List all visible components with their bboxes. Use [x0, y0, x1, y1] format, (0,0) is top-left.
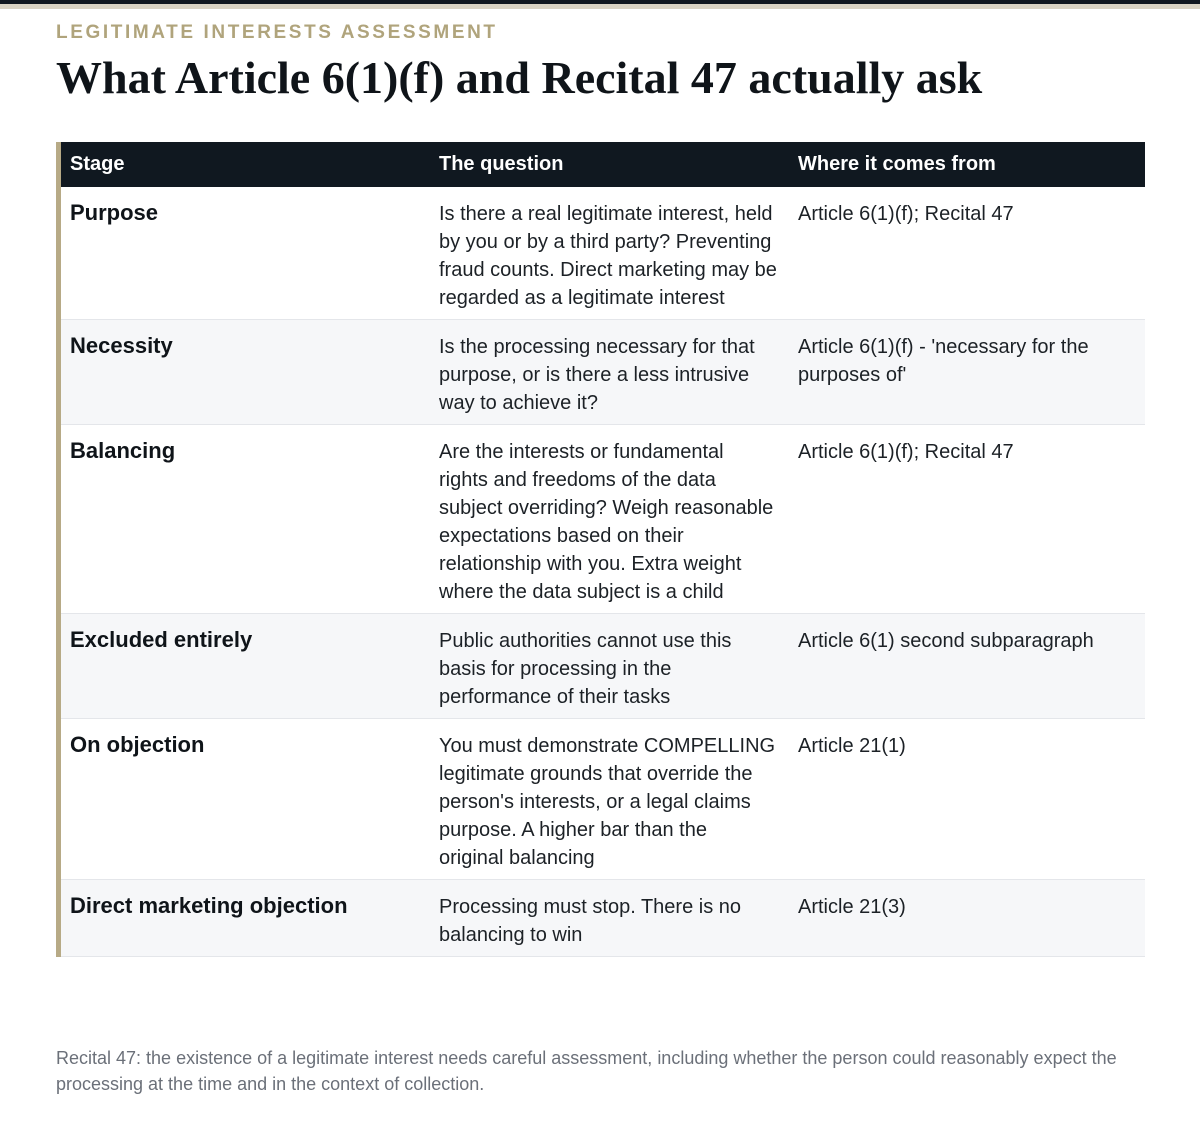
table-row — [61, 614, 1145, 719]
source-cell: Article 6(1)(f); Recital 47 — [789, 425, 1145, 614]
stage-cell: On objection — [61, 719, 430, 880]
source-cell: Article 21(3) — [789, 880, 1145, 957]
stage-cell: Excluded entirely — [61, 614, 430, 719]
table-row — [61, 187, 1145, 320]
top-rule-accent — [0, 4, 1200, 9]
question-cell: Public authorities cannot use this basis for processing in the performance of their tasks — [430, 614, 789, 719]
source-cell: Article 6(1)(f); Recital 47 — [789, 187, 1145, 320]
table-body — [61, 187, 1145, 957]
source-cell: Article 21(1) — [789, 719, 1145, 880]
column-header-stage: Stage — [61, 142, 430, 187]
table-row — [61, 719, 1145, 880]
question-cell: Processing must stop. There is no balancing to win — [430, 880, 789, 957]
assessment-table — [61, 142, 1145, 957]
source-cell: Article 6(1)(f) - 'necessary for the purposes of' — [789, 320, 1145, 425]
footnote: Recital 47: the existence of a legitimate interest needs careful assessment, including whether the person could reasonably expect the processing at the time and in the context of collection. — [56, 1048, 1117, 1094]
question-cell: Are the interests or fundamental rights and freedoms of the data subject overriding? Weigh reasonable expectations based on their relationship with you. Extra weight where the data subject is a child — [430, 425, 789, 614]
table-row — [61, 425, 1145, 614]
table-header — [61, 142, 1145, 187]
column-header-question: The question — [430, 142, 789, 187]
stage-cell: Necessity — [61, 320, 430, 425]
question-cell: Is there a real legitimate interest, held by you or by a third party? Preventing fraud counts. Direct marketing may be regarded as a legitimate interest — [430, 187, 789, 320]
stage-cell: Purpose — [61, 187, 430, 320]
column-header-source: Where it comes from — [789, 142, 1145, 187]
assessment-table-container — [56, 142, 1145, 957]
question-cell: Is the processing necessary for that purpose, or is there a less intrusive way to achieve it? — [430, 320, 789, 425]
stage-cell: Direct marketing objection — [61, 880, 430, 957]
table-header-row — [61, 142, 1145, 187]
table-row — [61, 320, 1145, 425]
page-title: What Article 6(1)(f) and Recital 47 actually ask — [56, 52, 983, 103]
question-cell: You must demonstrate COMPELLING legitimate grounds that override the person's interests, or a legal claims purpose. A higher bar than the original balancing — [430, 719, 789, 880]
source-cell: Article 6(1) second subparagraph — [789, 614, 1145, 719]
stage-cell: Balancing — [61, 425, 430, 614]
eyebrow-label: LEGITIMATE INTERESTS ASSESSMENT — [56, 22, 498, 43]
table-row — [61, 880, 1145, 957]
